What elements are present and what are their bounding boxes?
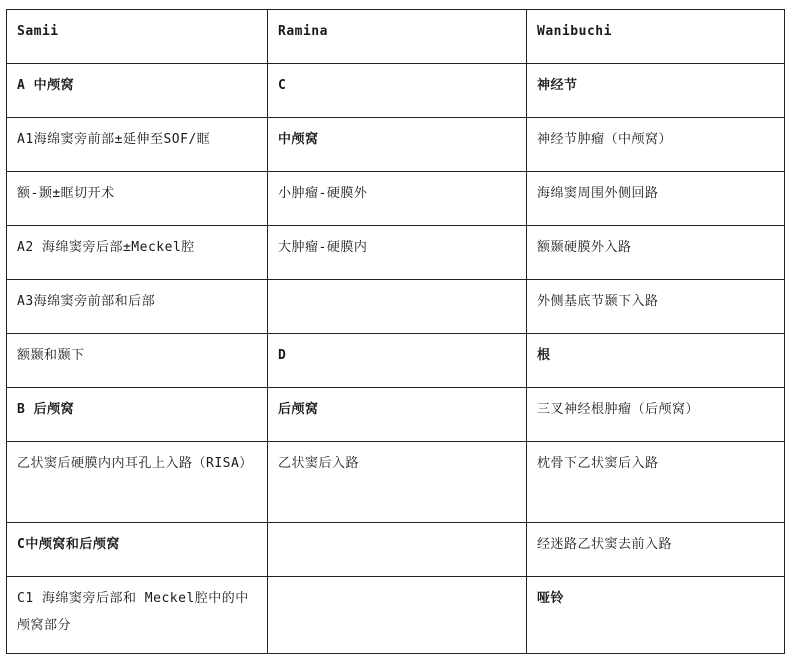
table-cell: 神经节	[527, 64, 785, 118]
table-cell: 额颞和颞下	[7, 334, 268, 388]
table-row	[7, 523, 785, 577]
table-cell: 三叉神经根肿瘤（后颅窝）	[527, 388, 785, 442]
table-header-row	[7, 10, 785, 64]
table-cell: 枕骨下乙状窦后入路	[527, 442, 785, 523]
table-cell: A 中颅窝	[7, 64, 268, 118]
table-cell	[268, 280, 527, 334]
table-cell: B 后颅窝	[7, 388, 268, 442]
table-cell	[268, 577, 527, 654]
table-cell: 额颞硬膜外入路	[527, 226, 785, 280]
table-cell: 中颅窝	[268, 118, 527, 172]
table-cell: 海绵窦周围外侧回路	[527, 172, 785, 226]
table-cell: 大肿瘤-硬膜内	[268, 226, 527, 280]
table-row	[7, 64, 785, 118]
table-row	[7, 442, 785, 523]
table-cell: D	[268, 334, 527, 388]
header-ramina: Ramina	[268, 10, 527, 64]
table-cell: C1 海绵窦旁后部和 Meckel腔中的中颅窝部分	[7, 577, 268, 654]
table-row	[7, 118, 785, 172]
table-cell: 经迷路乙状窦去前入路	[527, 523, 785, 577]
table-row	[7, 388, 785, 442]
table-cell: C中颅窝和后颅窝	[7, 523, 268, 577]
header-samii: Samii	[7, 10, 268, 64]
table-cell: 额-颞±眶切开术	[7, 172, 268, 226]
table-cell: 外侧基底节颞下入路	[527, 280, 785, 334]
table-cell: 神经节肿瘤（中颅窝）	[527, 118, 785, 172]
table-cell: C	[268, 64, 527, 118]
table-row	[7, 172, 785, 226]
table-cell: A3海绵窦旁前部和后部	[7, 280, 268, 334]
table-cell: 根	[527, 334, 785, 388]
table-row	[7, 577, 785, 654]
table-cell	[268, 523, 527, 577]
table-row	[7, 334, 785, 388]
comparison-table	[6, 9, 785, 654]
header-wanibuchi: Wanibuchi	[527, 10, 785, 64]
table-cell: 小肿瘤-硬膜外	[268, 172, 527, 226]
table-cell: 后颅窝	[268, 388, 527, 442]
table-cell: 乙状窦后入路	[268, 442, 527, 523]
table-row	[7, 226, 785, 280]
table-cell: A1海绵窦旁前部±延伸至SOF/眶	[7, 118, 268, 172]
table-row	[7, 280, 785, 334]
table-cell: 乙状窦后硬膜内内耳孔上入路（RISA）	[7, 442, 268, 523]
table-cell: A2 海绵窦旁后部±Meckel腔	[7, 226, 268, 280]
table-cell: 哑铃	[527, 577, 785, 654]
